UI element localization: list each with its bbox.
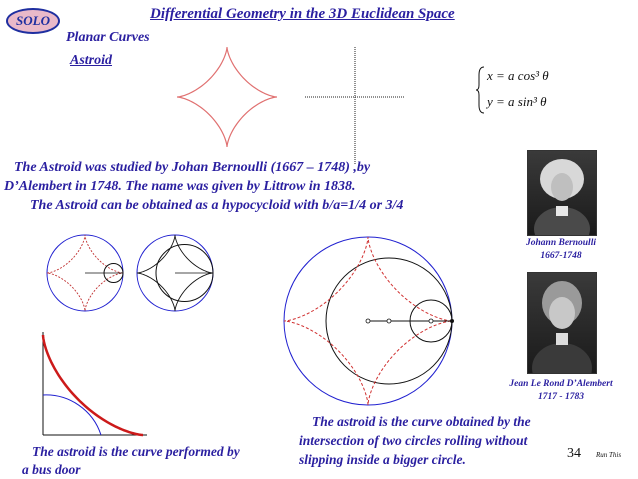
intro-line-2: D’Alembert in 1748. The name was given by Littrow in 1838. <box>4 179 356 194</box>
equation-y: y = a sin³ θ <box>487 94 547 109</box>
dalembert-years: 1717 - 1783 <box>538 392 584 402</box>
bernoulli-portrait <box>527 150 597 236</box>
bernoulli-name: Johann Bernoulli <box>526 238 596 248</box>
intro-line-1: The Astroid was studied by Johan Bernoulli (1667 – 1748) ,by <box>14 160 371 175</box>
circles-caption-2: intersection of two circles rolling without <box>299 433 528 448</box>
dalembert-name: Jean Le Rond D’Alembert <box>509 379 613 389</box>
intro-line-3: The Astroid can be obtained as a hypocycloid with b/a=1/4 or 3/4 <box>30 198 404 213</box>
hypocycloid-figure-2 <box>130 228 220 318</box>
equation-x: x = a cos³ θ <box>487 68 549 83</box>
astroid-figure <box>165 45 290 170</box>
circles-caption-3: slipping inside a bigger circle. <box>299 452 466 467</box>
section-subtitle: Planar Curves <box>66 30 150 45</box>
page-number: 34 <box>567 446 581 461</box>
bus-door-caption-2: a bus door <box>22 462 81 477</box>
bus-door-figure <box>35 330 150 440</box>
quarter-circle <box>43 395 101 435</box>
bernoulli-years: 1667-1748 <box>540 251 582 261</box>
astroid-curve <box>177 47 277 147</box>
axes-figure <box>300 45 410 170</box>
solo-badge: SOLO <box>6 8 60 34</box>
tracing-point <box>450 319 454 323</box>
run-this-link[interactable]: Run This <box>596 451 622 459</box>
rolling-circles-figure <box>280 212 462 430</box>
astroid-arc <box>43 335 143 435</box>
topic-heading: Astroid <box>70 53 113 68</box>
hypocycloid-figure-1 <box>40 228 130 318</box>
dalembert-portrait <box>527 272 597 374</box>
equation-brace <box>476 65 486 115</box>
circles-caption-1: The astroid is the curve obtained by the <box>312 414 531 429</box>
page-title: Differential Geometry in the 3D Euclidean Space <box>150 6 455 22</box>
bus-door-caption-1: The astroid is the curve performed by <box>32 444 240 459</box>
